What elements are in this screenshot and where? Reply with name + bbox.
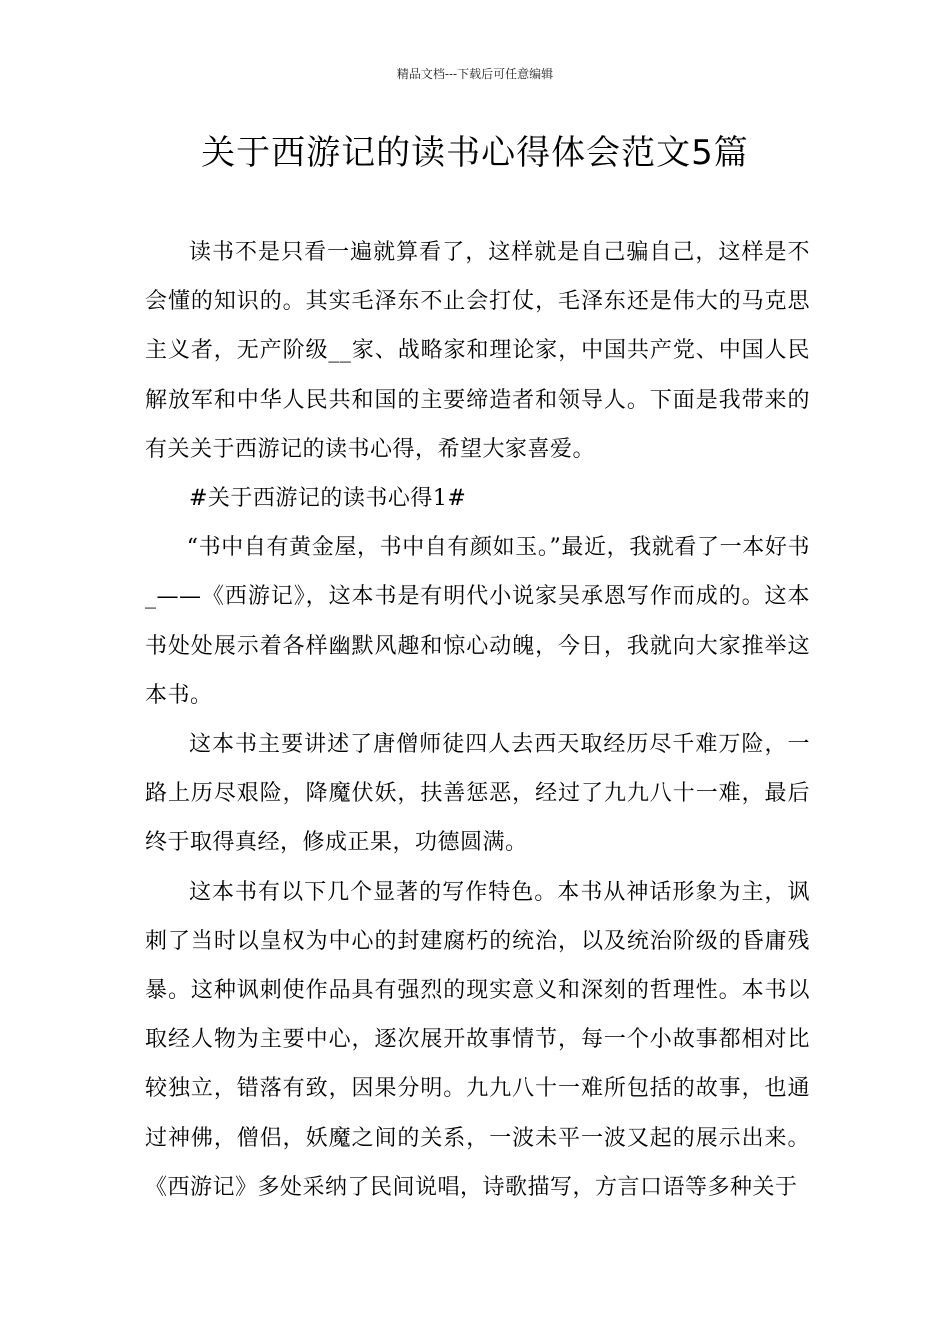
intro-paragraph: 读书不是只看一遍就算看了，这样就是自己骗自己，这样是不会懂的知识的。其实毛泽东不止会打仗，毛泽东还是伟大的马克思主义者，无产阶级__家、战略家和理论家，中国共产党、中国人民解放军和中华人民共和国的主要缔造者和领导人。下面是我带来的有关关于西游记的读书心得，希望大家喜爱。 xyxy=(145,240,810,462)
header-note: 精品文档---下载后可任意编辑 xyxy=(396,67,554,81)
section-heading: #关于西游记的读书心得1# xyxy=(189,486,467,512)
body-paragraph: 这本书有以下几个显著的写作特色。本书从神话形象为主，讽刺了当时以皇权为中心的封建腐朽的统治，以及统治阶级的昏庸残暴。这种讽刺使作品具有强烈的现实意义和深刻的哲理性。本书以取经人物为主要中心，逐次展开故事情节，每一个小故事都相对比较独立，错落有致，因果分明。九九八十一难所包括的故事，也通过神佛，僧侣，妖魔之间的关系，一波未平一波又起的展示出来。《西游记》多处采纳了民间说唱，诗歌描写，方言口语等多种关于 xyxy=(145,879,810,1200)
document-title: 关于西游记的读书心得体会范文5篇 xyxy=(201,133,749,173)
body-paragraph: “书中自有黄金屋，书中自有颜如玉。”最近，我就看了一本好书_——《西游记》，这本书是有明代小说家吴承恩写作而成的。这本书处处展示着各样幽默风趣和惊心动魄，今日，我就向大家推举这本书。 xyxy=(145,535,810,708)
document-body xyxy=(145,228,810,1212)
body-paragraph: 这本书主要讲述了唐僧师徒四人去西天取经历尽千难万险，一路上历尽艰险，降魔伏妖，扶善惩恶，经过了九九八十一难，最后终于取得真经，修成正果，功德圆满。 xyxy=(145,732,810,856)
